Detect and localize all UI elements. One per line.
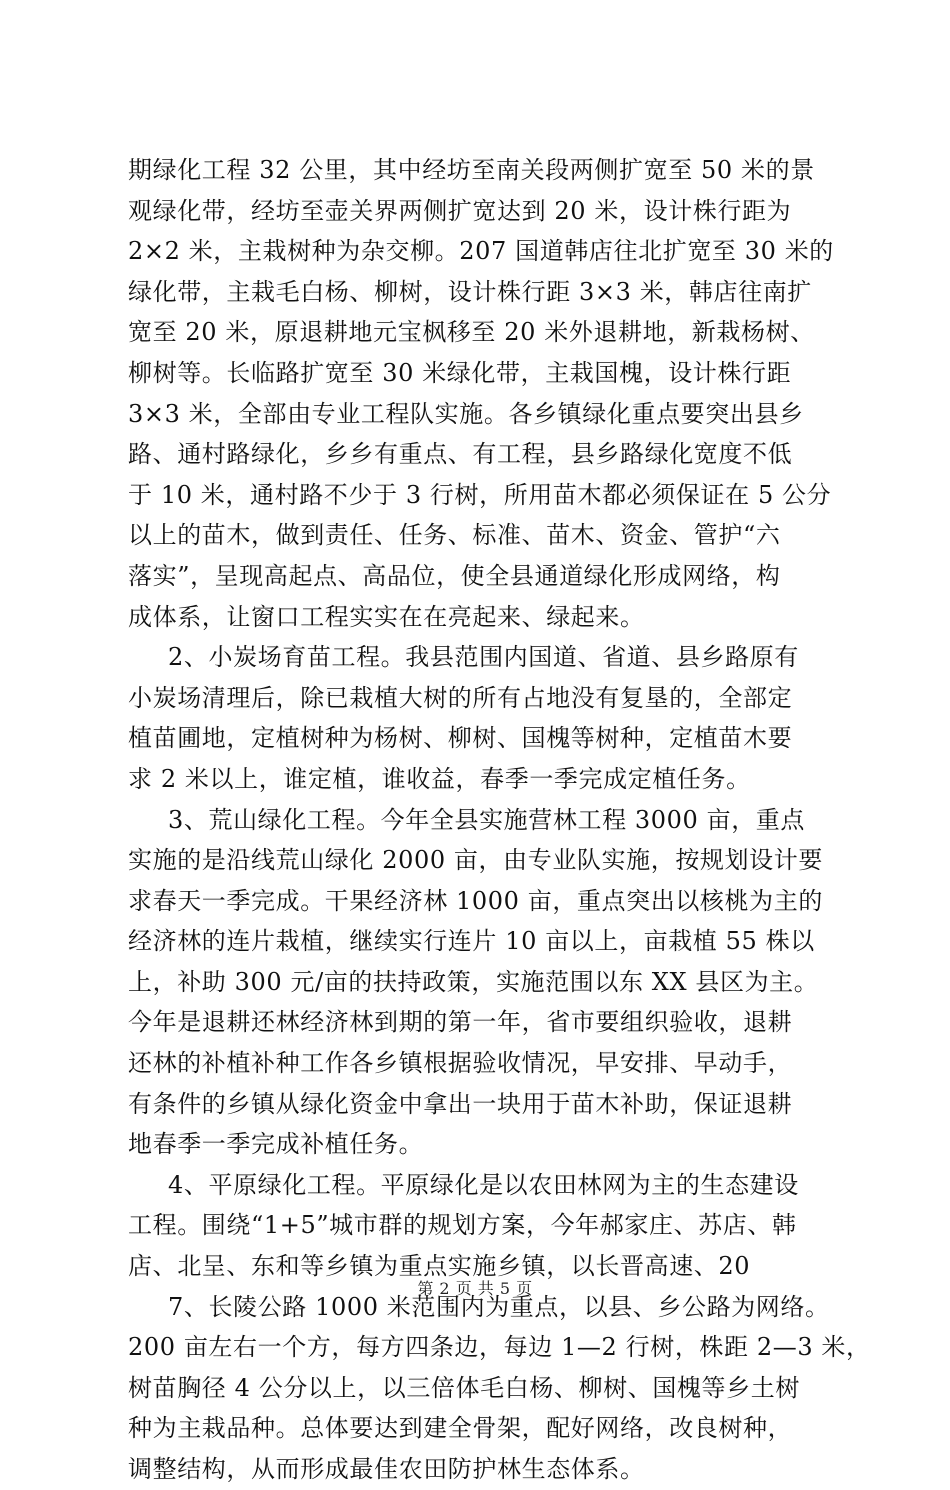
text-line: 于 10 米，通村路不少于 3 行树，所用苗木都必须保证在 5 公分 (128, 480, 832, 509)
text-line: 工程。围绕“1+5”城市群的规划方案，今年郝家庄、苏店、韩 (128, 1211, 797, 1240)
text-line: 2、小炭场育苗工程。我县范围内国道、省道、县乡路原有 (168, 643, 799, 672)
text-line: 3、荒山绿化工程。今年全县实施营林工程 3000 亩，重点 (168, 805, 806, 834)
text-line: 有条件的乡镇从绿化资金中拿出一块用于苗木补助，保证退耕 (128, 1089, 793, 1118)
text-line: 求 2 米以上，谁定植，谁收益，春季一季完成定植任务。 (128, 764, 751, 793)
text-line: 求春天一季完成。干果经济林 1000 亩，重点突出以核桃为主的 (128, 886, 823, 915)
text-line: 经济林的连片栽植，继续实行连片 10 亩以上，亩栽植 55 株以 (128, 927, 815, 956)
text-line: 树苗胸径 4 公分以上，以三倍体毛白杨、柳树、国槐等乡土树 (128, 1373, 800, 1402)
text-line: 今年是退耕还林经济林到期的第一年，省市要组织验收，退耕 (128, 1008, 793, 1037)
text-line: 绿化带，主栽毛白杨、柳树，设计株行距 3×3 米，韩店往南扩 (128, 277, 812, 306)
text-line: 宽至 20 米，原退耕地元宝枫移至 20 米外退耕地，新栽杨树、 (128, 318, 815, 347)
text-line: 调整结构，从而形成最佳农田防护林生态体系。 (128, 1455, 645, 1483)
text-line: 地春季一季完成补植任务。 (128, 1130, 424, 1159)
text-line: 落实”，呈现高起点、高品位，使全县通道绿化形成网络，构 (128, 561, 781, 590)
text-line: 以上的苗木，做到责任、任务、标准、苗木、资金、管护“六 (128, 521, 781, 550)
text-line: 4、平原绿化工程。平原绿化是以农田林网为主的生态建设 (168, 1170, 799, 1199)
text-line: 上，补助 300 元/亩的扶持政策，实施范围以东 XX 县区为主。 (128, 967, 819, 996)
text-line: 路、通村路绿化，乡乡有重点、有工程，县乡路绿化宽度不低 (128, 440, 793, 469)
text-line: 柳树等。长临路扩宽至 30 米绿化带，主栽国槐，设计株行距 (128, 358, 792, 387)
text-line: 店、北呈、东和等乡镇为重点实施乡镇，以长晋高速、20 (128, 1252, 751, 1281)
text-line: 2×2 米，主栽树种为杂交柳。207 国道韩店往北扩宽至 30 米的 (128, 237, 834, 266)
text-line: 3×3 米，全部由专业工程队实施。各乡镇绿化重点要突出县乡 (128, 399, 804, 428)
page-footer: 第 2 页 共 5 页 (417, 1279, 533, 1298)
text-line: 小炭场清理后，除已栽植大树的所有占地没有复垦的，全部定 (128, 683, 793, 712)
text-line: 200 亩左右一个方，每方四条边，每边 1—2 行树，株距 2—3 米， (128, 1333, 871, 1362)
text-line: 还林的补植补种工作各乡镇根据验收情况，早安排、早动手， (128, 1049, 793, 1078)
text-line: 植苗圃地，定植树种为杨树、柳树、国槐等树种，定植苗木要 (128, 724, 793, 753)
text-line: 成体系，让窗口工程实实在在亮起来、绿起来。 (128, 602, 645, 631)
text-line: 期绿化工程 32 公里，其中经坊至南关段两侧扩宽至 50 米的景 (128, 156, 815, 184)
text-line: 观绿化带，经坊至壶关界两侧扩宽达到 20 米，设计株行距为 (128, 196, 792, 225)
text-line: 种为主栽品种。总体要达到建全骨架，配好网络，改良树种， (128, 1414, 793, 1443)
text-line: 实施的是沿线荒山绿化 2000 亩，由专业队实施，按规划设计要 (128, 846, 823, 875)
text-line: 7、长陵公路 1000 米范围内为重点，以县、乡公路为网络。 (168, 1292, 830, 1321)
